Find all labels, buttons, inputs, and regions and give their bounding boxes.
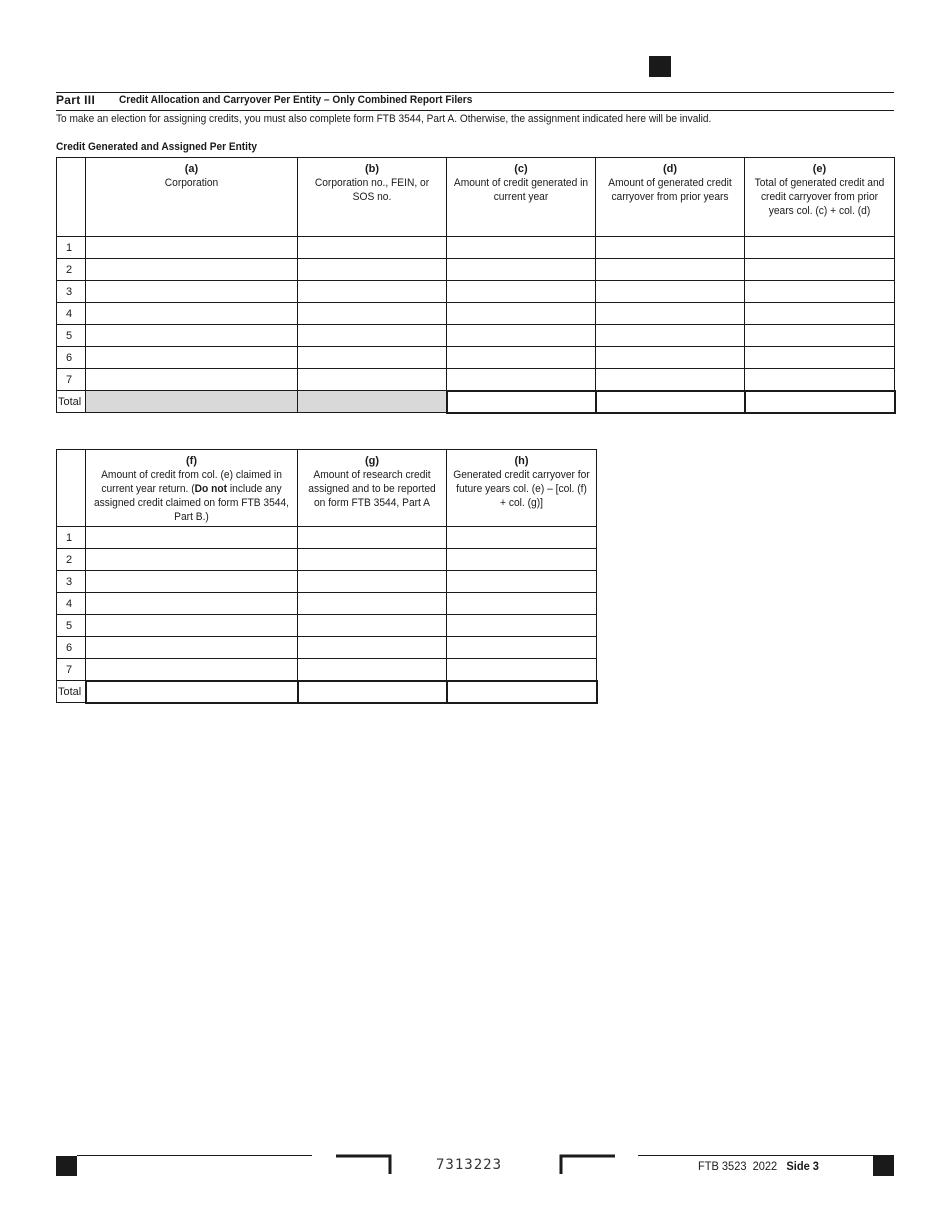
corporation-field[interactable] (86, 369, 298, 391)
row-number: 6 (57, 637, 86, 659)
registration-mark-top (649, 56, 671, 77)
total-generated-field[interactable] (745, 303, 895, 325)
corporation-id-field[interactable] (298, 303, 447, 325)
row-number-header (57, 158, 86, 237)
part-label: Part III (56, 93, 96, 107)
form-name: FTB 3523 (698, 1159, 747, 1173)
carryover-prior-field[interactable] (596, 369, 745, 391)
total-generated-total-field[interactable] (745, 391, 895, 413)
credit-claimed-total-field[interactable] (86, 681, 298, 703)
column-header-e: (e) Total of generated credit and credit carryover from prior years col. (c) + col. (d) (745, 158, 895, 237)
table-row (57, 659, 597, 681)
credit-generated-field[interactable] (447, 303, 596, 325)
table-row (57, 347, 895, 369)
credit-claimed-field[interactable] (86, 615, 298, 637)
side-label: Side 3 (786, 1159, 819, 1173)
carryover-future-field[interactable] (447, 571, 597, 593)
row-number: 2 (57, 259, 86, 281)
row-number: 5 (57, 325, 86, 347)
table-row (57, 637, 597, 659)
table-row (57, 571, 597, 593)
credit-claimed-field[interactable] (86, 571, 298, 593)
corporation-id-field[interactable] (298, 259, 447, 281)
total-generated-field[interactable] (745, 281, 895, 303)
table-row (57, 369, 895, 391)
corporation-id-field[interactable] (298, 347, 447, 369)
corporation-id-field[interactable] (298, 325, 447, 347)
corporation-id-total-shaded (298, 391, 447, 413)
credit-assigned-field[interactable] (298, 615, 447, 637)
credit-claimed-field[interactable] (86, 593, 298, 615)
table-row (57, 527, 597, 549)
credit-assigned-field[interactable] (298, 571, 447, 593)
credit-table-2 (56, 449, 598, 704)
column-header-a: (a) Corporation (86, 158, 298, 237)
table-row (57, 593, 597, 615)
credit-assigned-field[interactable] (298, 527, 447, 549)
carryover-prior-field[interactable] (596, 347, 745, 369)
row-number: 4 (57, 303, 86, 325)
crop-mark-left (335, 1154, 393, 1176)
row-number: 2 (57, 549, 86, 571)
section-title: Credit Generated and Assigned Per Entity (56, 141, 257, 153)
form-year: 2022 (752, 1159, 778, 1173)
row-number: 1 (57, 237, 86, 259)
carryover-prior-field[interactable] (596, 325, 745, 347)
column-header-c: (c) Amount of credit generated in current year (447, 158, 596, 237)
total-generated-field[interactable] (745, 369, 895, 391)
credit-assigned-field[interactable] (298, 637, 447, 659)
credit-claimed-field[interactable] (86, 659, 298, 681)
carryover-future-field[interactable] (447, 549, 597, 571)
credit-generated-field[interactable] (447, 281, 596, 303)
table-row (57, 303, 895, 325)
credit-table-1 (56, 157, 896, 414)
total-generated-field[interactable] (745, 325, 895, 347)
carryover-future-field[interactable] (447, 615, 597, 637)
column-header-h: (h) Generated credit carryover for future years col. (e) – [col. (f) + col. (g)] (447, 450, 597, 527)
table-row (57, 281, 895, 303)
carryover-prior-total-field[interactable] (596, 391, 745, 413)
column-header-b: (b) Corporation no., FEIN, or SOS no. (298, 158, 447, 237)
carryover-future-field[interactable] (447, 593, 597, 615)
part-top-rule (56, 92, 894, 93)
credit-generated-field[interactable] (447, 237, 596, 259)
row-number: 1 (57, 527, 86, 549)
column-header-d: (d) Amount of generated credit carryover from prior years (596, 158, 745, 237)
credit-claimed-field[interactable] (86, 637, 298, 659)
credit-generated-field[interactable] (447, 369, 596, 391)
total-row (57, 391, 895, 413)
credit-assigned-total-field[interactable] (298, 681, 447, 703)
corporation-field[interactable] (86, 237, 298, 259)
barcode-number: 7313223 (436, 1157, 503, 1173)
part-title: Credit Allocation and Carryover Per Entity – Only Combined Report Filers (119, 94, 473, 106)
corporation-field[interactable] (86, 259, 298, 281)
carryover-future-total-field[interactable] (447, 681, 597, 703)
corporation-id-field[interactable] (298, 281, 447, 303)
corporation-id-field[interactable] (298, 237, 447, 259)
carryover-future-field[interactable] (447, 527, 597, 549)
row-number: 3 (57, 281, 86, 303)
table-row (57, 549, 597, 571)
total-label: Total (57, 681, 86, 703)
footer-rule-right (638, 1155, 894, 1156)
row-number-header (57, 450, 86, 527)
total-row (57, 681, 597, 703)
registration-mark-bottom-right (873, 1156, 894, 1176)
column-header-g: (g) Amount of research credit assigned and to be reported on form FTB 3544, Part A (298, 450, 447, 527)
column-header-f: (f) Amount of credit from col. (e) claimed in current year return. (Do not include any assigned credit claimed on form FTB 3544, Part B.) (86, 450, 298, 527)
carryover-future-field[interactable] (447, 637, 597, 659)
carryover-prior-field[interactable] (596, 237, 745, 259)
corporation-total-shaded (86, 391, 298, 413)
corporation-field[interactable] (86, 303, 298, 325)
footer-rule-left (77, 1155, 312, 1156)
credit-assigned-field[interactable] (298, 549, 447, 571)
carryover-future-field[interactable] (447, 659, 597, 681)
credit-claimed-field[interactable] (86, 527, 298, 549)
corporation-field[interactable] (86, 281, 298, 303)
total-label: Total (57, 391, 86, 413)
row-number: 6 (57, 347, 86, 369)
table-row (57, 259, 895, 281)
table-row (57, 325, 895, 347)
form-identifier (698, 1159, 819, 1173)
total-generated-field[interactable] (745, 237, 895, 259)
part-instruction: To make an election for assigning credits, you must also complete form FTB 3544, Part A. Otherwise, the assignment indicated here will be invalid. (56, 113, 712, 125)
carryover-prior-field[interactable] (596, 281, 745, 303)
credit-generated-field[interactable] (447, 325, 596, 347)
registration-mark-bottom-left (56, 1156, 77, 1176)
credit-generated-field[interactable] (447, 347, 596, 369)
credit-assigned-field[interactable] (298, 593, 447, 615)
row-number: 7 (57, 369, 86, 391)
table-row (57, 237, 895, 259)
carryover-prior-field[interactable] (596, 259, 745, 281)
corporation-id-field[interactable] (298, 369, 447, 391)
credit-claimed-field[interactable] (86, 549, 298, 571)
row-number: 5 (57, 615, 86, 637)
part-bottom-rule (56, 110, 894, 111)
row-number: 7 (57, 659, 86, 681)
row-number: 3 (57, 571, 86, 593)
row-number: 4 (57, 593, 86, 615)
corporation-field[interactable] (86, 325, 298, 347)
table-row (57, 615, 597, 637)
credit-generated-total-field[interactable] (447, 391, 596, 413)
total-generated-field[interactable] (745, 347, 895, 369)
crop-mark-right (558, 1154, 616, 1176)
corporation-field[interactable] (86, 347, 298, 369)
total-generated-field[interactable] (745, 259, 895, 281)
credit-generated-field[interactable] (447, 259, 596, 281)
carryover-prior-field[interactable] (596, 303, 745, 325)
credit-assigned-field[interactable] (298, 659, 447, 681)
